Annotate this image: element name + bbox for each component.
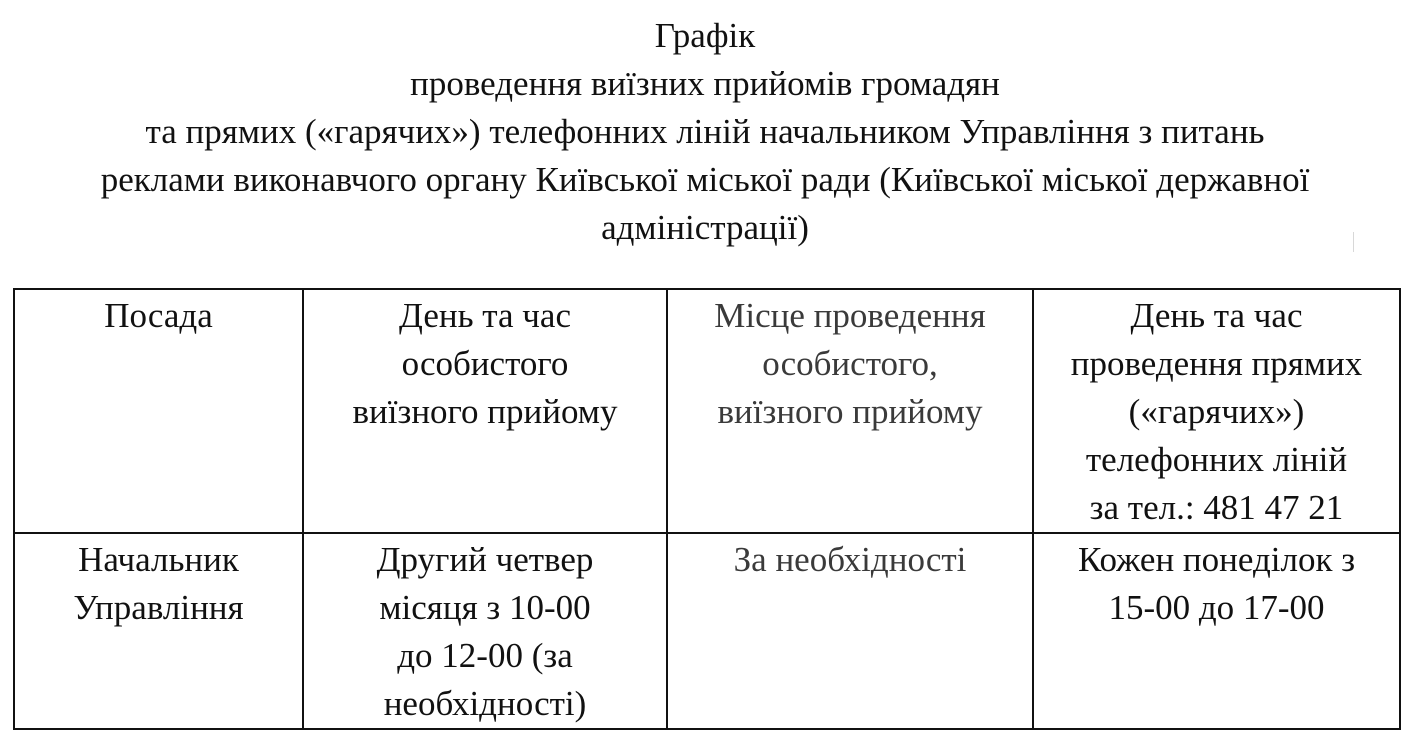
header-cell-reception-time: [303, 289, 667, 533]
title-line-4: реклами виконавчого органу Київської міської ради (Київської міської державної: [100, 160, 1310, 199]
schedule-table: [13, 288, 1401, 730]
row-cell-position: [14, 533, 303, 729]
row-cell-reception-time: [303, 533, 667, 729]
table-row: [14, 533, 1400, 729]
header-cell-reception-place: [667, 289, 1033, 533]
title-line-2: проведення виїзних прийомів громадян: [410, 64, 1000, 103]
header-cell-hotline-time: [1033, 289, 1400, 533]
table-header-row: [14, 289, 1400, 533]
reception-time-value: Другий четвер місяця з 10-00 до 12-00 (за необхідності): [376, 540, 594, 723]
title-line-3: та прямих («гарячих») телефонних ліній начальником Управління з питань: [145, 112, 1265, 151]
header-cell-position: [14, 289, 303, 533]
header-reception-time-label: День та час особистого виїзного прийому: [352, 296, 618, 431]
position-value: Начальник Управління: [73, 540, 244, 627]
document-title: [0, 12, 1410, 252]
scan-mark: [1353, 232, 1354, 252]
header-reception-place-label: Місце проведення особистого, виїзного прийому: [714, 296, 986, 431]
header-hotline-time-label: День та час проведення прямих («гарячих») телефонних ліній за тел.: 481 47 21: [1070, 296, 1363, 527]
title-line-1: Графік: [654, 16, 756, 55]
hotline-time-value: Кожен понеділок з 15-00 до 17-00: [1077, 540, 1356, 627]
row-cell-reception-place: [667, 533, 1033, 729]
row-cell-hotline-time: [1033, 533, 1400, 729]
header-position-label: Посада: [104, 296, 213, 335]
title-line-5: адміністрації): [601, 208, 809, 247]
reception-place-value: За необхідності: [733, 540, 967, 579]
